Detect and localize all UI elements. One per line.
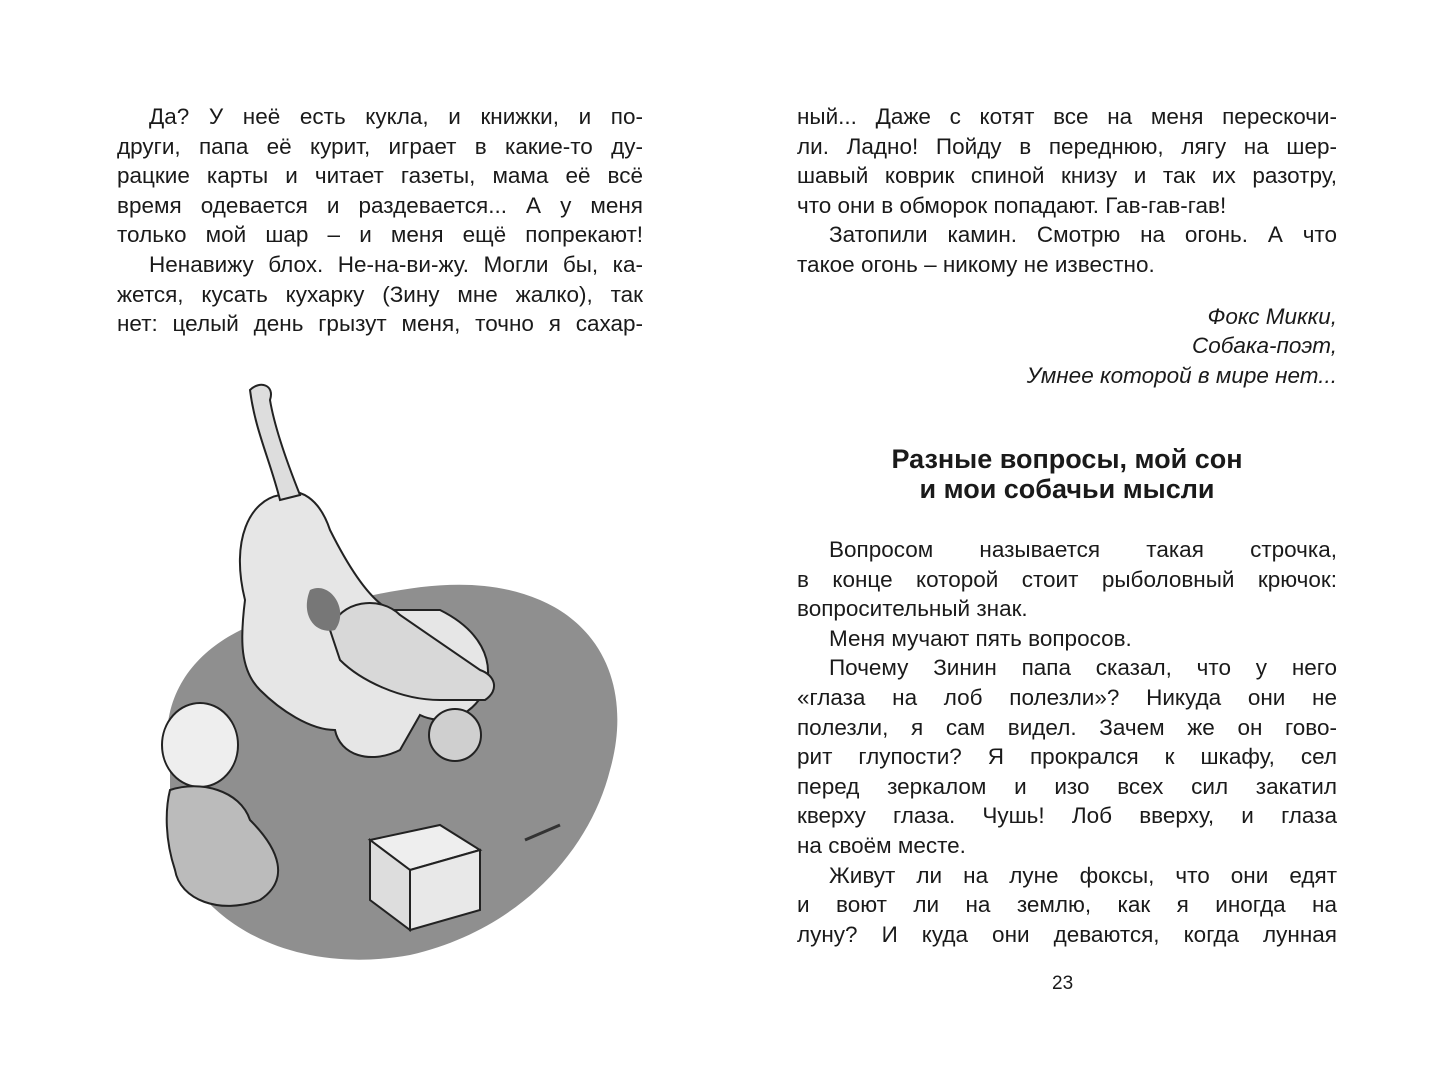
right-page-text-bottom <box>797 535 1337 949</box>
text-line: ный... Даже с котят все на меня перескочи- <box>797 104 1337 129</box>
ball <box>429 709 481 761</box>
text-line: луну? И куда они деваются, когда лунная <box>797 921 1337 947</box>
text-line: рацкие карты и читает газеты, мама её всё <box>117 163 643 189</box>
text-line: нет: целый день грызут меня, точно я сахар- <box>117 311 643 337</box>
text-line: в конце которой стоит рыболовный крючок: <box>797 566 1337 592</box>
text-line: время одевается и раздевается... А у меня <box>117 192 643 218</box>
text-line: други, папа её курит, играет в какие-то ду- <box>117 133 643 159</box>
doll-head <box>162 703 238 787</box>
text-line: Меня мучают пять вопросов. <box>829 625 1132 651</box>
text-line: шавый коврик спиной книзу и так их разотру, <box>797 163 1337 189</box>
text-line: и воют ли на землю, как я иногда на <box>797 892 1337 918</box>
text-line: Ненавижу блох. Не-на-ви-жу. Могли бы, ка- <box>149 251 643 277</box>
poem-line: Фокс Микки, <box>1207 304 1337 329</box>
text-line: только мой шар – и меня ещё попрекают! <box>117 222 643 248</box>
text-line: Почему Зинин папа сказал, что у него <box>829 655 1337 681</box>
text-line: Затопили камин. Смотрю на огонь. А что <box>829 222 1337 248</box>
left-page-text <box>117 102 643 339</box>
text-line: на своём месте. <box>797 832 966 858</box>
text-line: кверху глаза. Чушь! Лоб вверху, и глаза <box>797 803 1337 829</box>
text-line: рит глупости? Я прокрался к шкафу, сел <box>797 744 1337 770</box>
poem-signature <box>1027 302 1337 390</box>
text-line: вопросительный знак. <box>797 596 1028 622</box>
text-line: Живут ли на луне фоксы, что они едят <box>829 862 1337 888</box>
poem-line: Умнее которой в мире нет... <box>1026 362 1337 388</box>
chapter-heading <box>797 444 1337 504</box>
text-line: ли. Ладно! Пойду в переднюю, лягу на шер- <box>797 133 1337 159</box>
heading-line: Разные вопросы, мой сон <box>891 444 1243 474</box>
right-page-text-top <box>797 102 1337 280</box>
text-line: Да? У неё есть кукла, и книжки, и по- <box>149 104 643 129</box>
text-line: «глаза на лоб полезли»? Никуда они не <box>797 684 1337 710</box>
text-line: такое огонь – никому не известно. <box>797 251 1155 277</box>
heading-line: и мои собачьи мысли <box>919 474 1215 504</box>
text-line: полезли, я сам видел. Зачем же он гово- <box>797 714 1337 740</box>
poem-line: Собака-поэт, <box>1191 333 1337 359</box>
text-line: жется, кусать кухарку (Зину мне жалко), так <box>117 281 643 307</box>
dog-and-doll-illustration <box>140 370 640 970</box>
text-line: что они в обморок попадают. Гав-гав-гав! <box>797 192 1227 218</box>
text-line: перед зеркалом и изо всех сил закатил <box>797 773 1337 799</box>
dog-tail <box>250 385 300 500</box>
text-line: Вопросом называется такая строчка, <box>829 537 1337 562</box>
page-number: 23 <box>1052 973 1074 994</box>
